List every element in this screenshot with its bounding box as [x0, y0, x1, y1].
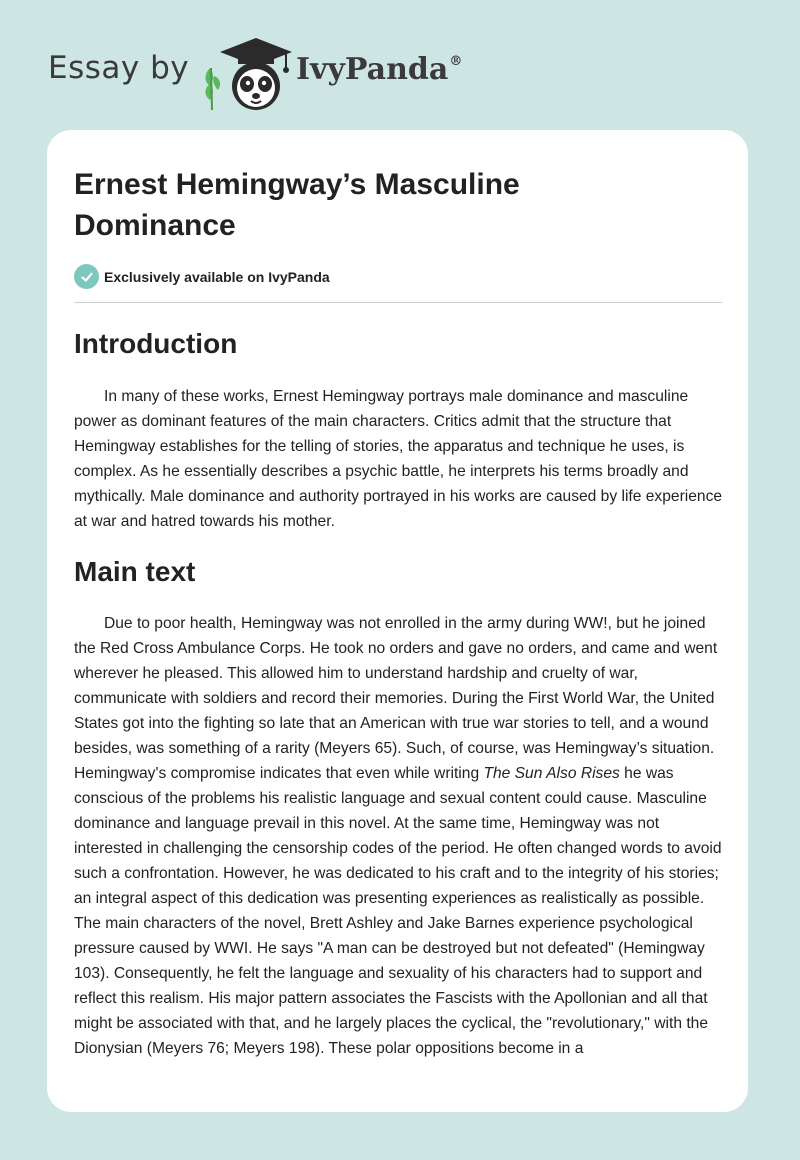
essay-by-label: Essay by [48, 50, 190, 86]
panda-logo-icon[interactable] [200, 34, 294, 112]
book-title: The Sun Also Rises [483, 765, 620, 782]
divider [74, 302, 722, 303]
page-title: Ernest Hemingway’s Masculine Dominance [74, 168, 520, 242]
site-header [48, 30, 488, 110]
main-text-paragraph: Due to poor health, Hemingway was not enrolled in the army during WW!, but he joined the Red Cross Ambulance Corps. He took no orders and gave no orders, and came and went wherever he pleased. This allowed him to understand hardship and cruelty of war, communicate with soldiers and record their memories. During the First World War, the United States got into the fighting so late that an American with true war stories to tell, and a wound besides, was something of a rarity (Meyers 65). Such, of course, was Hemingway’s situation. Hemingway's compromise indicates that even while writing The Sun Also Rises he was conscious of the problems his realistic language and sexual content could cause. Masculine dominance and language prevail in this novel. At the same time, Hemingway was not interested in challenging the censorship codes of the period. He often changed words to avoid such a confrontation. However, he was dedicated to his craft and to the integrity of his stories; an integral aspect of this dedication was presenting experiences as realistically as possible. The main characters of the novel, Brett Ashley and Jake Barnes experience psychological pressure caused by WWI. He says "A man can be destroyed but not defeated" (Hemingway 103). Consequently, he felt the language and sexuality of his characters had to support and reflect this realism. His major pattern associates the Fascists with the Apollonian and all that might be associated with that, and he largely places the cyclical, the "revolutionary," with the Dionysian (Meyers 76; Meyers 198). These polar oppositions become in a [74, 615, 722, 1057]
section-heading-introduction: Introduction [74, 328, 238, 359]
exclusive-badge [74, 264, 330, 289]
section-heading-main-text: Main text [74, 556, 196, 587]
brand-name[interactable]: IvyPanda® [296, 52, 463, 87]
leaf-icon [206, 68, 221, 110]
badge-label: Exclusively available on IvyPanda [104, 268, 330, 285]
introduction-paragraph: In many of these works, Ernest Hemingway portrays male dominance and masculine power as dominant features of the main characters. Critics admit that the structure that Hemingway establishes for the telling of stories, the apparatus and technique he uses, is complex. As he essentially describes a psychic battle, he interprets his terms broadly and mythically. Male dominance and authority portrayed in his works are caused by life experience at war and hatred towards his mother. [74, 388, 723, 530]
check-icon [74, 264, 99, 289]
registered-mark: ® [449, 54, 463, 69]
essay-card [47, 130, 748, 1112]
